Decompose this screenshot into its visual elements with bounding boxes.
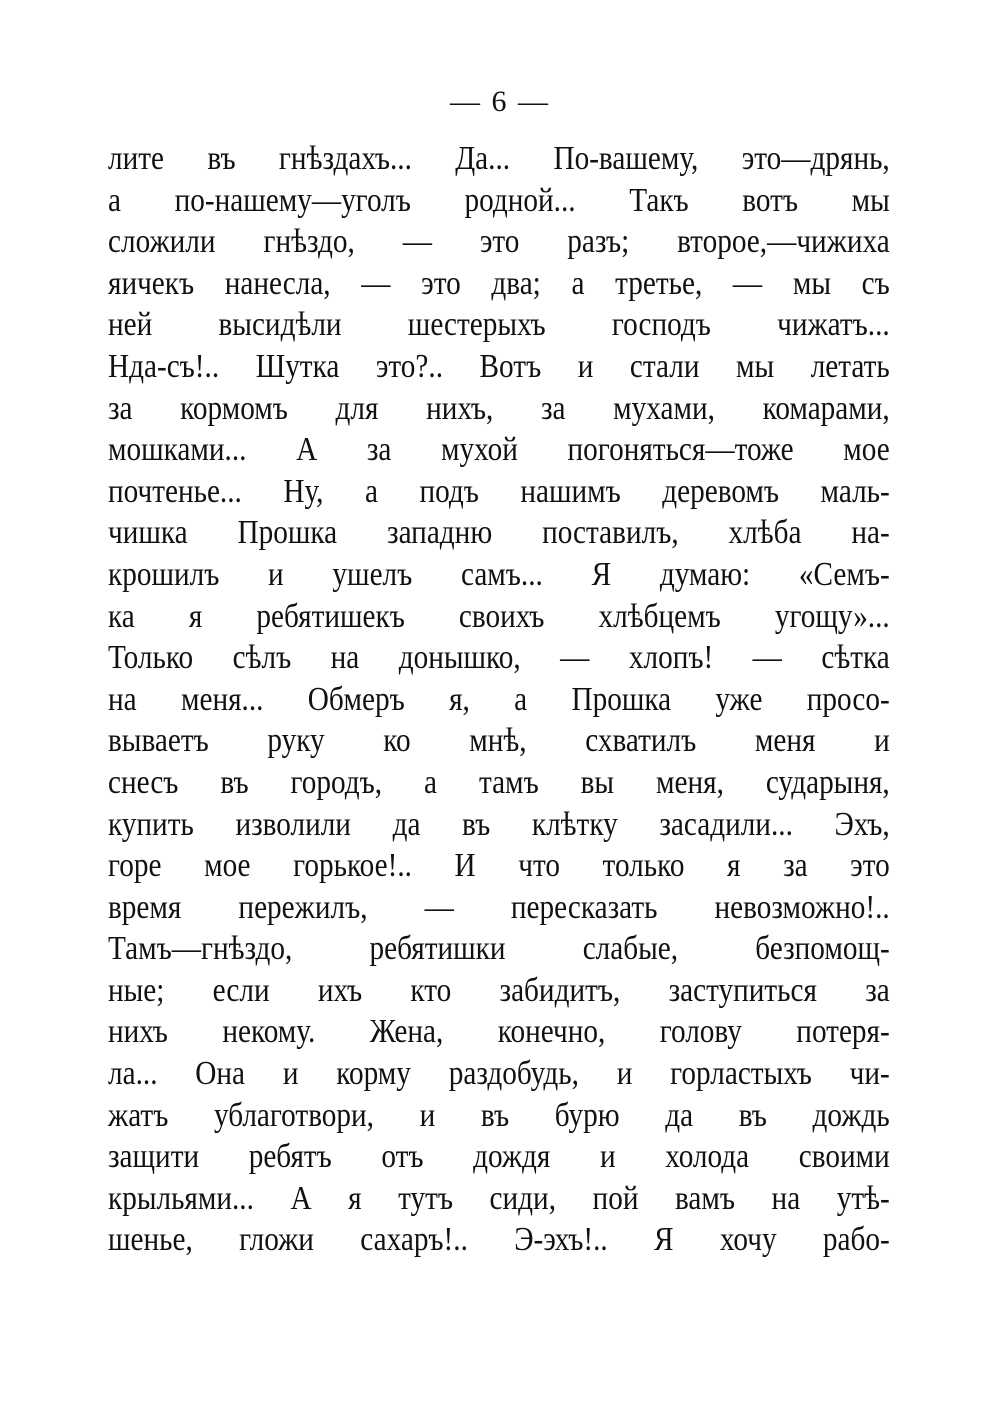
- text-line: ла... Она и корму раздобудь, и горластыхъ чи-: [108, 1055, 890, 1093]
- text-line: за кормомъ для нихъ, за мухами, комарами,: [108, 389, 890, 427]
- text-line: мошками... А за мухой погоняться—тоже мое: [108, 431, 890, 469]
- page-number: — 6 —: [450, 85, 550, 118]
- text-line: а по-нашему—уголъ родной... Такъ вотъ мы: [108, 181, 890, 219]
- text-line: яичекъ нанесла, — это два; а третье, — мы съ: [108, 264, 890, 302]
- text-line: защити ребятъ отъ дождя и холода своими: [108, 1138, 890, 1176]
- text-line: чишка Прошка западню поставилъ, хлѣба на-: [108, 514, 890, 552]
- text-line: шенье, гложи сахаръ!.. Э-эхъ!.. Я хочу рабо-: [108, 1221, 890, 1259]
- text-line: Только сѣлъ на донышко, — хлопъ! — сѣтка: [108, 639, 890, 677]
- text-line: ней высидѣли шестерыхъ господъ чижатъ...: [108, 306, 890, 344]
- text-line: нихъ некому. Жена, конечно, голову потеря-: [108, 1013, 890, 1051]
- text-line: жатъ ублаготвори, и въ бурю да въ дождь: [108, 1096, 890, 1134]
- text-line: время пережилъ, — пересказать невозможно!..: [108, 888, 890, 926]
- text-line: почтенье... Ну, а подъ нашимъ деревомъ маль-: [108, 472, 890, 510]
- text-line: крошилъ и ушелъ самъ... Я думаю: «Семъ-: [108, 555, 890, 593]
- text-line: вываетъ руку ко мнѣ, схватилъ меня и: [108, 722, 890, 760]
- text-line: сложили гнѣздо, — это разъ; второе,—чижиха: [108, 223, 890, 261]
- text-line: купить изволили да въ клѣтку засадили... Эхъ,: [108, 805, 890, 843]
- text-line: горе мое горькое!.. И что только я за это: [108, 847, 890, 885]
- body-text: [108, 138, 890, 1261]
- text-line: крыльями... А я тутъ сиди, пой вамъ на утѣ-: [108, 1179, 890, 1217]
- text-line: Нда-съ!.. Шутка это?.. Вотъ и стали мы летать: [108, 347, 890, 385]
- text-line: ные; если ихъ кто забидитъ, заступиться за: [108, 971, 890, 1009]
- text-line: на меня... Обмеръ я, а Прошка уже просо-: [108, 680, 890, 718]
- text-line: Тамъ—гнѣздо, ребятишки слабые, безпомощ-: [108, 930, 890, 968]
- text-line: ка я ребятишекъ своихъ хлѣбцемъ угощу»...: [108, 597, 890, 635]
- text-line: лите въ гнѣздахъ... Да... По-вашему, это—дрянь,: [108, 140, 890, 177]
- text-line: снесъ въ городъ, а тамъ вы меня, сударыня,: [108, 763, 890, 801]
